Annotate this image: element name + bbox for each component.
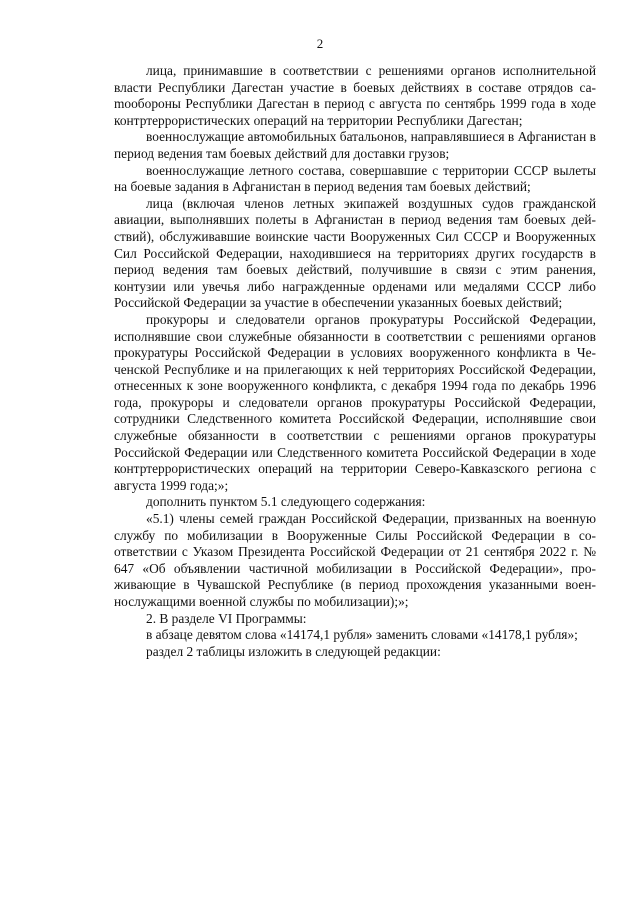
- paragraph-flight-personnel: военнослужащие летного состава, совершавшие с территории СССР вылеты на боевые задания в Афганистан в период ведения там боевых действий;: [114, 162, 596, 195]
- paragraph-section-vi: 2. В разделе VI Программы:: [146, 610, 307, 626]
- paragraph-civil-aviation-crews: лица (включая членов летных экипажей воздушных судов гражданской авиации, выполнявших полеты в Афганистан в период ведения там боевых действий), обслуживавшие воинские части Вооруженных Сил СССР и Вооруженных Сил Российской Федерации, находившиеся на территориях других государств в период ведения там боевых действий, получившие в связи с этим ранения, контузии или увечья либо награжденные орденами или медалями СССР либо Российской Федерации за участие в обеспечении указанных боевых действий;: [114, 195, 596, 311]
- paragraph-amount-replacement: в абзаце девятом слова «14174,1 рубля» заменить словами «14178,1 рубля»;: [146, 627, 578, 643]
- document-body: [114, 63, 596, 660]
- page-number: 2: [316, 36, 324, 51]
- paragraph-automobile-battalions: военнослужащие автомобильных батальонов, направлявшиеся в Афганистан в период ведения там боевых действий для доставки грузов;: [114, 129, 596, 161]
- paragraph-dagestan-self-defense: лица, принимавшие в соответствии с решениями органов исполнительной власти Республики Дагестан участие в боевых действиях в составе отрядов саmообороны Республики Дагестан в период с августа по сентябрь 1999 года в ходе контртеррористических операций на территории Республики Дагестан;: [114, 63, 596, 128]
- paragraph-table-section-2: раздел 2 таблицы изложить в следующей редакции:: [146, 643, 441, 659]
- paragraph-item-5-1-mobilization-families: «5.1) члены семей граждан Российской Федерации, призванных на военную службу по мобилизации в Вооруженные Силы Российской Федерации в соответствии с Указом Президента Российской Федерации от 21 сентября 2022 г. № 647 «Об объявлении частичной мобилизации в Российской Федерации», проживающие в Чувашской Республике (в период прохождения указанными военнослужащими военной службы по мобилизации);»;: [114, 511, 596, 609]
- paragraph-prosecutors-investigators: прокуроры и следователи органов прокуратуры Российской Федерации, исполнявшие свои служебные обязанности в соответствии с решениями органов прокуратуры Российской Федерации в условиях вооруженного конфликта в Чеченской Республике и на прилегающих к ней территориях Российской Федерации, отнесенных к зоне вооруженного конфликта, с декабря 1994 года по декабрь 1996 года, прокуроры и следователи органов прокуратуры Российской Федерации, сотрудники Следственного комитета Российской Федерации, исполнявшие свои служебные обязанности в соответствии с решениями органов прокуратуры Российской Федерации или Следственного комитета Российской Федерации в ходе контртеррористических операций на территории Северо-Кавказского региона с августа 1999 года;»;: [114, 311, 596, 493]
- paragraph-add-item-5-1: дополнить пунктом 5.1 следующего содержания:: [146, 494, 426, 510]
